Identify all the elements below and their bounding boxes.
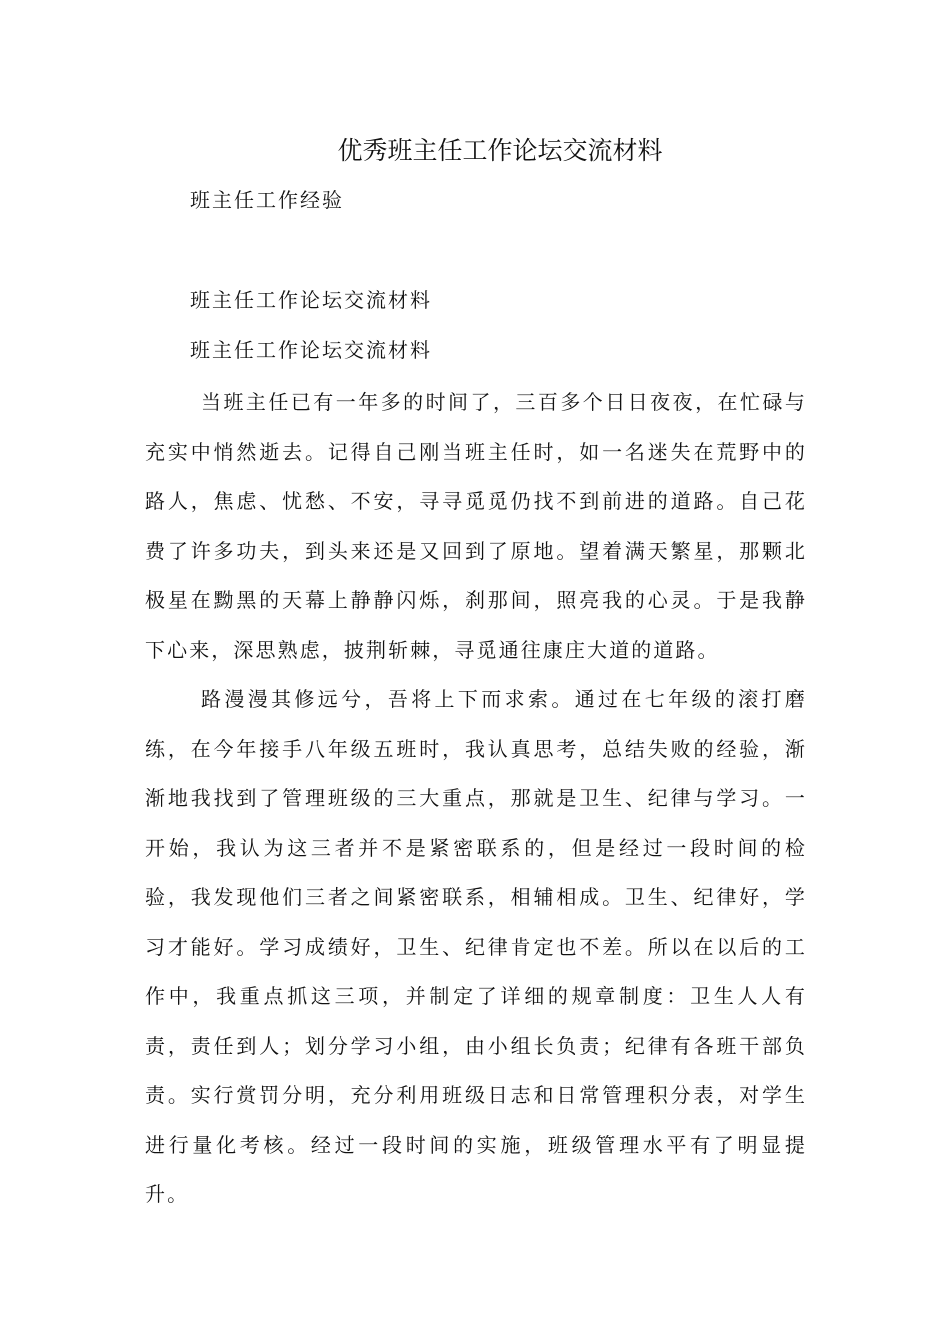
body-paragraph-2: 路漫漫其修远兮，吾将上下而求索。通过在七年级的滚打磨练，在今年接手八年级五班时，我认真思考，总结失败的经验，渐渐地我找到了管理班级的三大重点，那就是卫生、纪律与学习。一开始，我认为这三者并不是紧密联系的，但是经过一段时间的检验，我发现他们三者之间紧密联系，相辅相成。卫生、纪律好，学习才能好。学习成绩好，卫生、纪律肯定也不差。所以在以后的工作中，我重点抓这三项，并制定了详细的规章制度：卫生人人有责，责任到人；划分学习小组，由小组长负责；纪律有各班干部负责。实行赏罚分明，充分利用班级日志和日常管理积分表，对学生进行量化考核。经过一段时间的实施，班级管理水平有了明显提升。 [145, 687, 807, 1206]
subheading-forum-material-repeat: 班主任工作论坛交流材料 [190, 338, 432, 362]
subheading-work-experience: 班主任工作经验 [190, 188, 344, 212]
document-title: 优秀班主任工作论坛交流材料 [337, 136, 663, 165]
subheading-forum-material: 班主任工作论坛交流材料 [190, 288, 432, 312]
body-paragraph-1: 当班主任已有一年多的时间了，三百多个日日夜夜，在忙碌与充实中悄然逝去。记得自己刚当班主任时，如一名迷失在荒野中的路人，焦虑、忧愁、不安，寻寻觅觅仍找不到前进的道路。自己花费了许多功夫，到头来还是又回到了原地。望着满天繁星，那颗北极星在黝黑的天幕上静静闪烁，刹那间，照亮我的心灵。于是我静下心来，深思熟虑，披荆斩棘，寻觅通往康庄大道的道路。 [145, 390, 807, 662]
